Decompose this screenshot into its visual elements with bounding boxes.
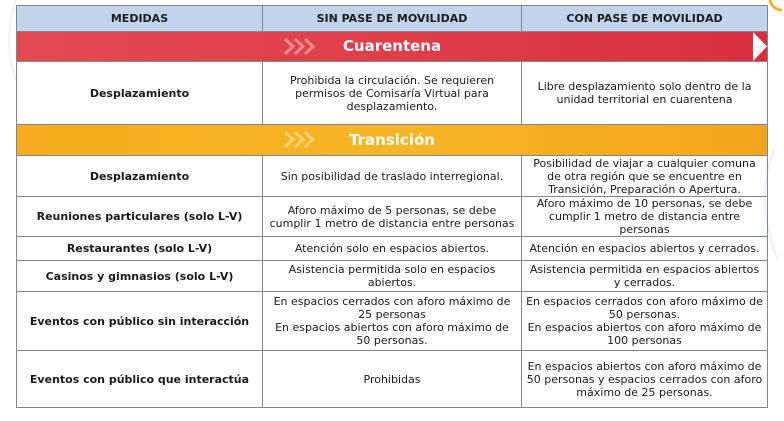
section-title-transicion: Transición: [349, 130, 435, 149]
cell-con-pase: Aforo máximo de 10 personas, se debe cumplir 1 metro de distancia entre personas: [522, 197, 768, 237]
cell-paragraph: En espacios abiertos con aforo máximo de 50 personas.: [275, 321, 509, 347]
cell-sin-pase: Atención solo en espacios abiertos.: [263, 237, 522, 261]
cell-paragraph: En espacios cerrados con aforo máximo de 50 personas.: [526, 295, 763, 321]
cell-con-pase: [522, 292, 768, 351]
cell-con-pase: Atención en espacios abiertos y cerrados.: [522, 237, 768, 261]
header-row: [17, 6, 768, 32]
section-band-transicion: [17, 125, 768, 156]
cell-sin-pase: Sin posibilidad de traslado interregional.: [263, 156, 522, 197]
row-label: Desplazamiento: [17, 62, 263, 125]
cell-con-pase: Posibilidad de viajar a cualquier comuna de otra región que se encuentre en Transición, Preparación o Apertura.: [522, 156, 768, 197]
row-label: Eventos con público sin interacción: [17, 292, 263, 351]
row-label: Casinos y gimnasios (solo L-V): [17, 261, 263, 292]
row-label: Restaurantes (solo L-V): [17, 237, 263, 261]
cell-con-pase: Asistencia permitida en espacios abiertos y cerrados.: [522, 261, 768, 292]
chevrons-icon: [283, 38, 329, 55]
row-label: Desplazamiento: [17, 156, 263, 197]
cell-paragraph: En espacios abiertos con aforo máximo de 100 personas: [527, 321, 762, 347]
cell-sin-pase: [263, 292, 522, 351]
cell-paragraph: En espacios cerrados con aforo máximo de 25 personas: [273, 295, 511, 321]
row-label: Reuniones particulares (solo L-V): [17, 197, 263, 237]
table-row: [17, 62, 768, 125]
table-row: [17, 351, 768, 408]
chevrons-icon: [283, 131, 329, 148]
section-title-cuarentena: Cuarentena: [342, 37, 442, 55]
section-band-cuarentena: [17, 32, 768, 62]
transicion-banner: [17, 125, 767, 155]
arrow-tip-icon: [753, 32, 767, 61]
row-label: Eventos con público que interactúa: [17, 351, 263, 408]
table-row: [17, 156, 768, 197]
header-medidas: MEDIDAS: [17, 6, 263, 32]
table-row: [17, 237, 768, 261]
cuarentena-banner: [17, 32, 767, 61]
header-con-pase: CON PASE DE MOVILIDAD: [522, 6, 768, 32]
cell-con-pase: En espacios abiertos con aforo máximo de 50 personas y espacios cerrados con aforo máximo de 25 personas.: [522, 351, 768, 408]
header-sin-pase: SIN PASE DE MOVILIDAD: [263, 6, 522, 32]
table-row: [17, 197, 768, 237]
table-row: [17, 292, 768, 351]
cell-con-pase: Libre desplazamiento solo dentro de la unidad territorial en cuarentena: [522, 62, 768, 125]
table-row: [17, 261, 768, 292]
cell-sin-pase: Aforo máximo de 5 personas, se debe cumplir 1 metro de distancia entre personas: [263, 197, 522, 237]
cell-sin-pase: Asistencia permitida solo en espacios abiertos.: [263, 261, 522, 292]
measures-table: [16, 5, 768, 408]
cell-sin-pase: Prohibida la circulación. Se requieren permisos de Comisaría Virtual para desplazamiento.: [263, 62, 522, 125]
cell-sin-pase: Prohibidas: [263, 351, 522, 408]
